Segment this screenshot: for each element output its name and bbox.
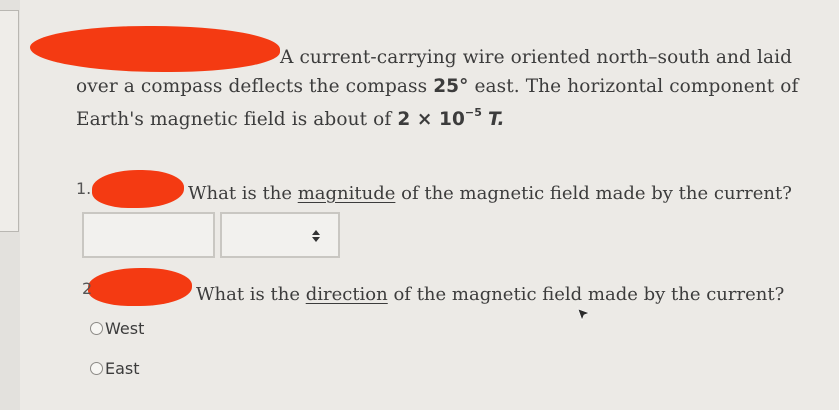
question-2-emphasis: direction [305,284,388,305]
radio-button-east[interactable] [90,362,103,375]
option-west[interactable] [90,319,144,338]
option-west-label: West [105,319,145,338]
question-2-text-after: of the magnetic field made by the current? [387,284,785,305]
question-2-text-before: What is the [196,284,306,305]
mouse-pointer-icon [577,307,591,321]
question-1-text-after: of the magnetic field made by the current? [395,183,792,204]
problem-line-2 [76,73,816,102]
field-unit: T. [487,109,505,131]
problem-line-1: A current-carrying wire oriented north–south and laid [280,47,793,68]
option-east[interactable] [90,359,140,378]
problem-line-2-text: over a compass deflects the compass [76,75,434,97]
left-panel-edge [0,10,19,232]
problem-line-3-text: Earth's magnetic field is about of [76,109,398,131]
question-2-number: 2 [82,279,93,298]
question-1-text [188,183,792,204]
question-1-number: 1. [76,179,92,198]
question-1-text-before: What is the [188,183,298,204]
up-down-arrows-icon [310,229,322,243]
unit-select[interactable] [220,212,340,258]
redaction-mark-q1 [92,170,184,208]
problem-statement [76,44,816,135]
field-value: 2 × 10 [397,109,465,131]
problem-line-2-end: east. The horizontal component of [468,75,799,97]
deflection-angle: 25° [433,75,469,97]
option-east-label: East [105,359,140,378]
question-2-text [196,284,784,305]
radio-button-west[interactable] [90,322,103,335]
problem-line-3 [76,101,816,135]
question-1-emphasis: magnitude [297,183,396,204]
magnitude-input[interactable] [82,212,215,258]
field-exponent: −5 [464,106,482,119]
redaction-mark-q2 [88,268,192,306]
